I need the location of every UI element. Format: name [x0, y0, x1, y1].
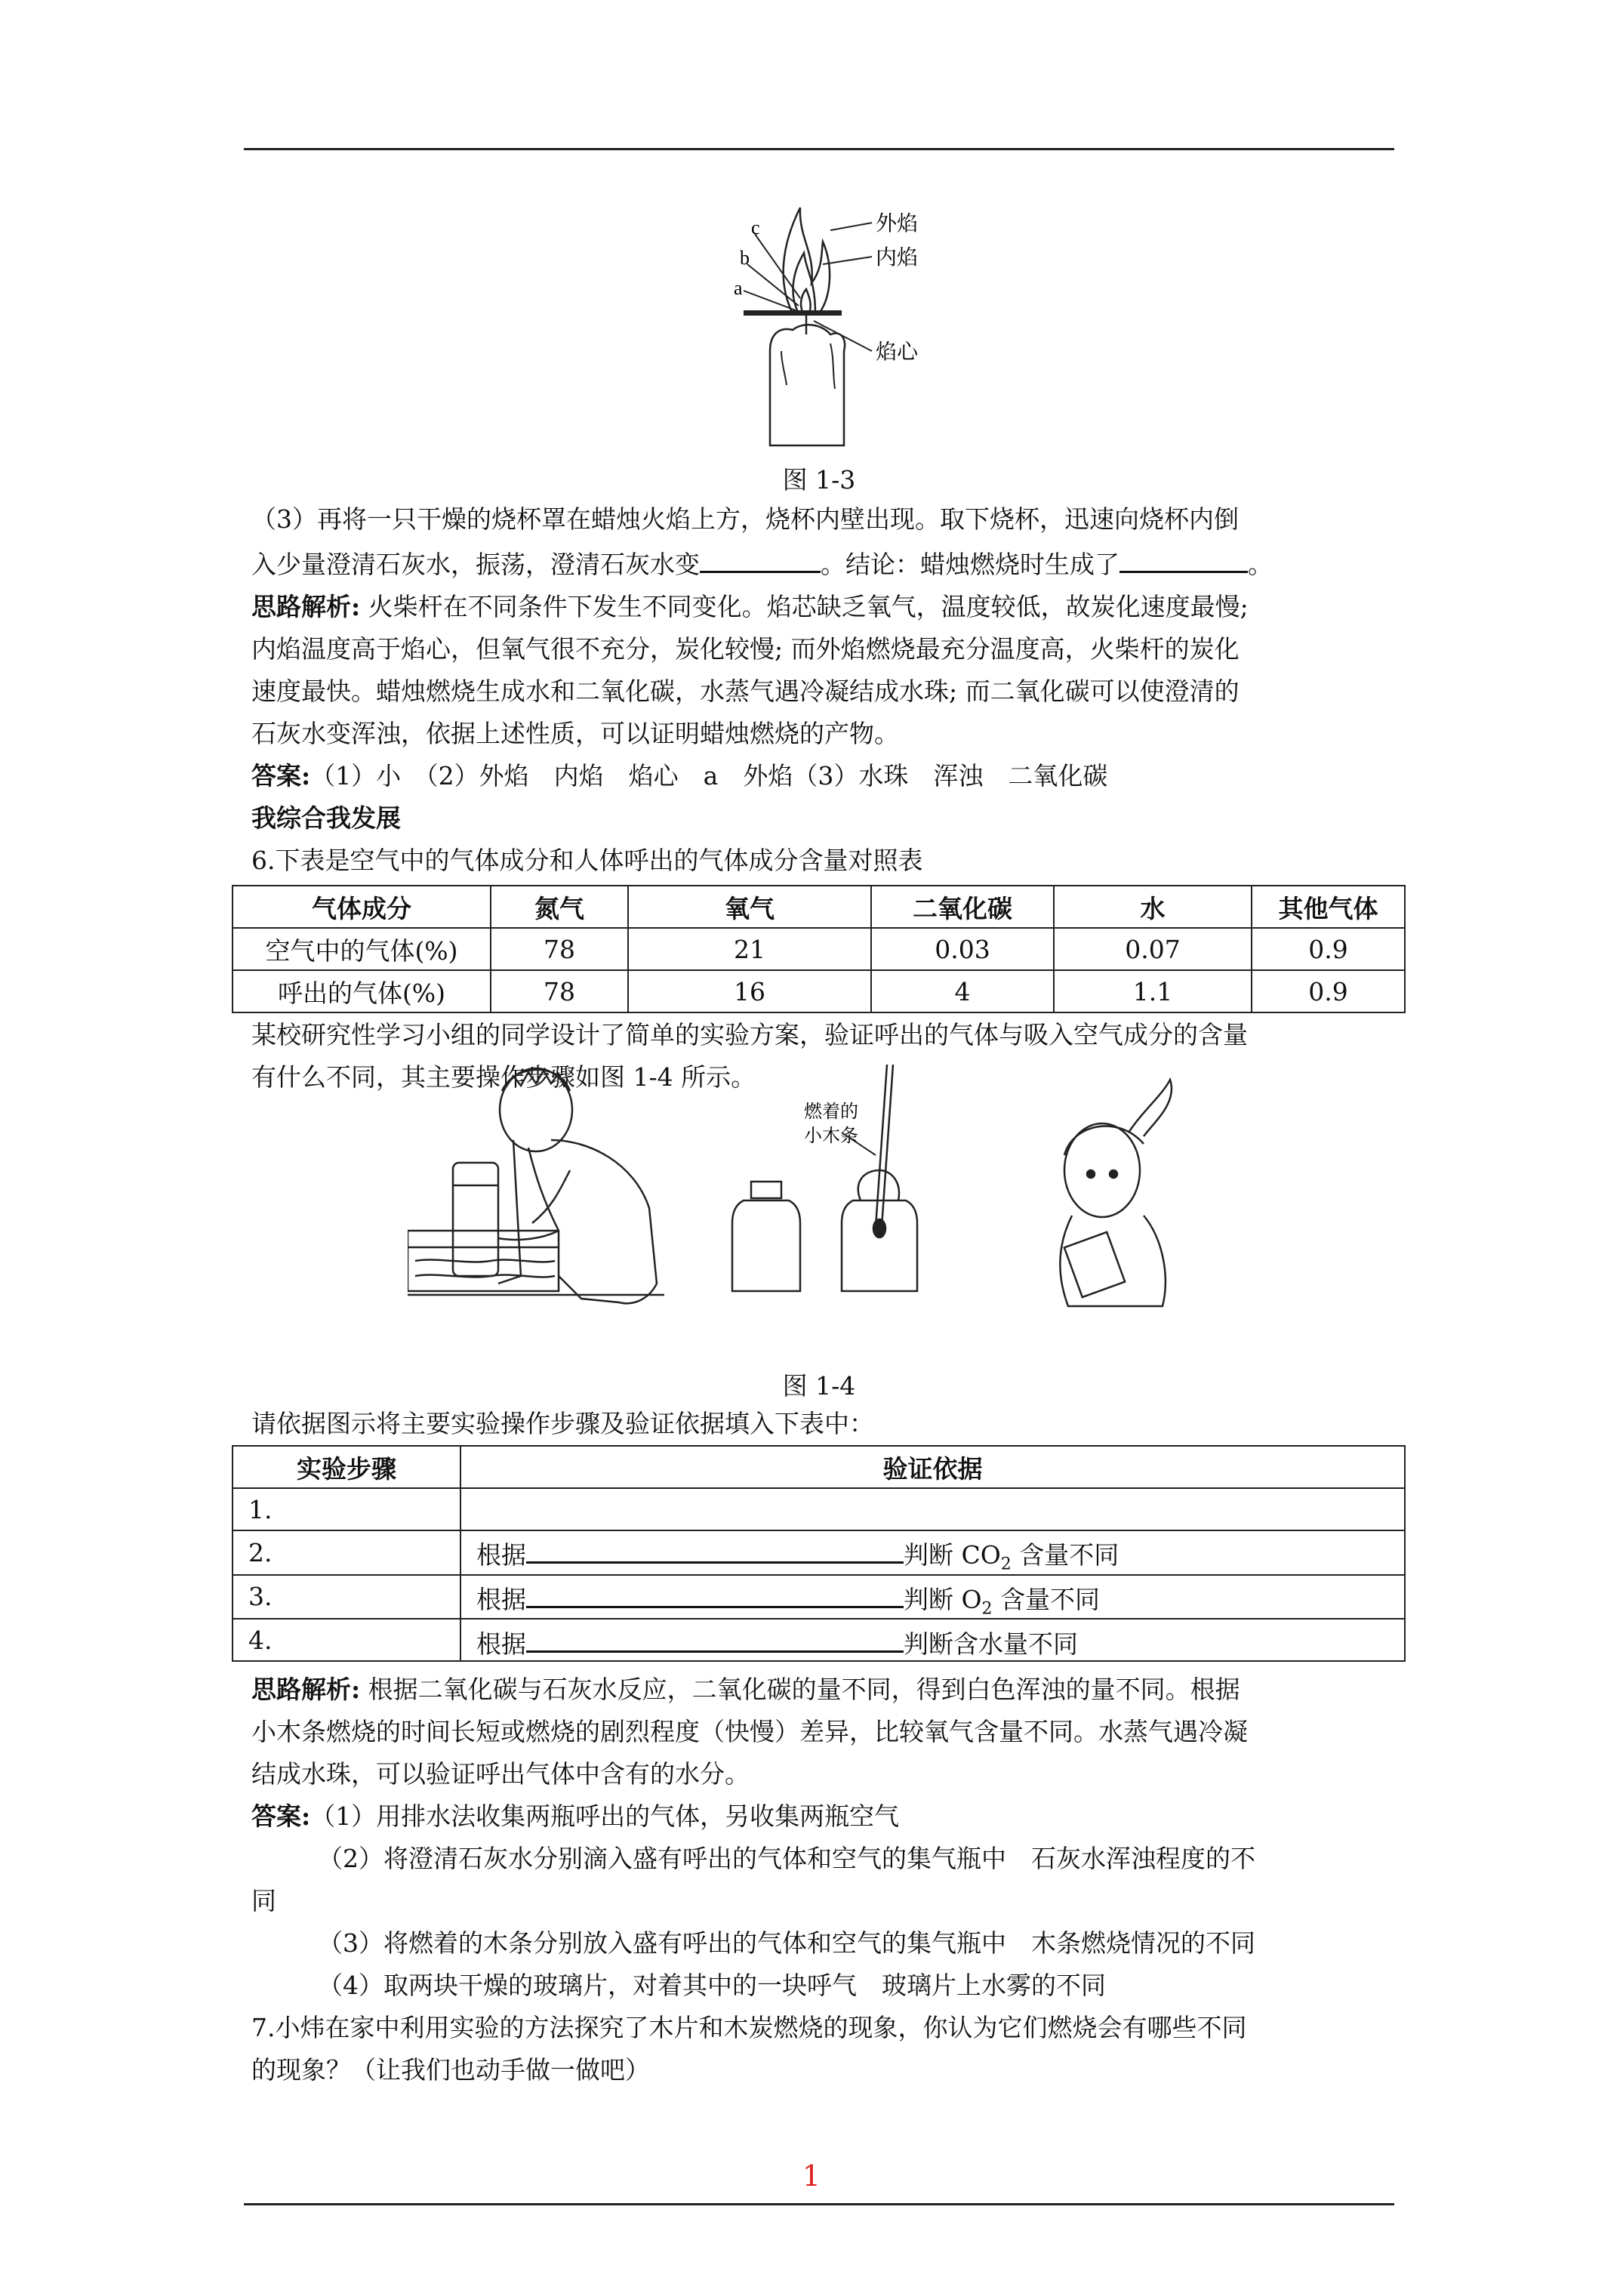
answer-cell: 根据 判断 $O_2$ 含量不同 — [460, 1575, 1405, 1620]
label-inner-flame: 内焰 — [876, 245, 919, 270]
q7-line1: 7.小炜在家中利用实验的方法探究了木片和木炭燃烧的现象，你认为它们燃烧会有哪些不同 — [251, 2013, 1247, 2042]
answer-cell: 根据 判断含水量不同 — [460, 1619, 1405, 1661]
analysis2-line1: 思路解析: 根据二氧化碳与石灰水反应，二氧化碳的量不同，得到白色浑浊的量不同。根据 — [251, 1675, 1240, 1704]
analysis1-line3: 速度最快。蜡烛燃烧生成水和二氧化碳，水蒸气遇冷凝结成水珠; 而二氧化碳可以使澄清的 — [251, 676, 1240, 706]
table-cell: 呼出的气体(%) — [233, 970, 491, 1012]
gas-composition-table — [232, 885, 1406, 1013]
lower-text-block — [251, 1669, 1394, 2091]
footer-rule — [244, 2203, 1394, 2205]
label-flame-core: 焰心 — [876, 339, 919, 364]
answer-blank[interactable] — [526, 1576, 904, 1608]
table-cell: 3. — [233, 1575, 460, 1620]
answer2-line2b: 同 — [251, 1886, 276, 1915]
fill-instruction — [251, 1403, 1394, 1445]
table-cell: 4 — [871, 970, 1054, 1012]
table-cell: 16 — [628, 970, 871, 1012]
experiment-illustration — [408, 1049, 1238, 1351]
q3-line1: （3）再将一只干燥的烧杯罩在蜡烛火焰上方，烧杯内壁出现。取下烧杯，迅速向烧杯内倒 — [251, 504, 1239, 534]
analysis2-line2: 小木条燃烧的时间长短或燃烧的剧烈程度（快慢）差异，比较氧气含量不同。水蒸气遇冷凝 — [251, 1717, 1248, 1746]
girl-illustration — [1060, 1080, 1172, 1306]
upper-text-block — [251, 498, 1394, 882]
answer2-line2: （2）将澄清石灰水分别滴入盛有呼出的气体和空气的集气瓶中 石灰水浑浊程度的不 — [318, 1844, 1255, 1873]
answer2-line3: （3）将燃着的木条分别放入盛有呼出的气体和空气的集气瓶中 木条燃烧情况的不同 — [318, 1928, 1255, 1958]
table-cell: 1.1 — [1054, 970, 1252, 1012]
fill-instruction-text: 请依据图示将主要实验操作步骤及验证依据填入下表中： — [251, 1409, 874, 1438]
gas-jar — [732, 1182, 800, 1291]
table-header-row — [233, 886, 1405, 928]
answer-blank[interactable] — [526, 1620, 904, 1653]
q7-line2: 的现象？（让我们也动手做一做吧） — [251, 2055, 650, 2085]
table-row — [233, 928, 1405, 970]
q3-line2: 入少量澄清石灰水，振荡，澄清石灰水变 。结论：蜡烛燃烧时生成了 。 — [251, 541, 1394, 586]
table-header: 氮气 — [491, 886, 628, 928]
table-cell: 1. — [233, 1488, 460, 1530]
label-burning-stick: 燃着的 — [804, 1101, 858, 1122]
table-cell: 4. — [233, 1619, 460, 1661]
label-a: a — [734, 277, 743, 299]
table-header: 水 — [1054, 886, 1252, 928]
analysis1-line2: 内焰温度高于焰心，但氧气很不充分，炭化较慢; 而外焰燃烧最充分温度高，火柴杆的炭化 — [251, 634, 1240, 664]
table-header: 气体成分 — [233, 886, 491, 928]
table-header: 实验步骤 — [233, 1446, 460, 1488]
page-number: 1 — [802, 2159, 821, 2193]
analysis1-line4: 石灰水变浑浊，依据上述性质，可以证明蜡烛燃烧的产物。 — [251, 719, 899, 748]
analysis2-line3: 结成水珠，可以验证呼出气体中含有的水分。 — [251, 1759, 750, 1789]
answer-cell: 根据 判断 $CO_2$ 含量不同 — [460, 1530, 1405, 1575]
label-c: c — [751, 217, 760, 239]
table-row — [233, 1619, 1405, 1661]
answer-blank[interactable] — [700, 541, 821, 573]
answer-blank[interactable] — [1119, 541, 1248, 573]
table-header-row — [233, 1446, 1405, 1488]
table-cell: 0.07 — [1054, 928, 1252, 970]
boy-breathing-illustration — [408, 1068, 664, 1303]
q6-after-line2: 有什么不同，其主要操作步骤如图 1-4 所示。 — [251, 1062, 756, 1092]
gas-jar-with-stick — [842, 1065, 917, 1291]
table-cell: 空气中的气体(%) — [233, 928, 491, 970]
figure-caption-1-3: 图 1-3 — [782, 465, 856, 495]
table-cell: 2. — [233, 1530, 460, 1575]
experiment-steps-table — [232, 1445, 1406, 1662]
table-row — [233, 970, 1405, 1012]
table-header: 二氧化碳 — [871, 886, 1054, 928]
table-cell: 21 — [628, 928, 871, 970]
answer1: 答案:（1）小 （2）外焰 内焰 焰心 a 外焰（3）水珠 浑浊 二氧化碳 — [251, 761, 1108, 791]
candle-flame-figure — [710, 200, 959, 457]
table-header: 验证依据 — [460, 1446, 1405, 1488]
label-b: b — [740, 247, 750, 269]
table-row — [233, 1530, 1405, 1575]
table-header: 其他气体 — [1252, 886, 1405, 928]
answer-blank[interactable] — [526, 1531, 904, 1564]
label-outer-flame: 外焰 — [876, 211, 919, 236]
analysis1-line1: 思路解析: 火柴杆在不同条件下发生不同变化。焰芯缺乏氧气，温度较低，故炭化速度最慢; — [251, 592, 1249, 621]
figure-caption-1-4: 图 1-4 — [782, 1371, 856, 1401]
table-cell: 78 — [491, 970, 628, 1012]
table-row — [233, 1575, 1405, 1620]
table-header: 氧气 — [628, 886, 871, 928]
header-rule — [244, 148, 1394, 150]
answer-cell[interactable] — [460, 1488, 1405, 1530]
table-cell: 78 — [491, 928, 628, 970]
label-burning-stick-2: 小木条 — [804, 1125, 858, 1146]
table-cell: 0.9 — [1252, 970, 1405, 1012]
answer2-line1: 答案:（1）用排水法收集两瓶呼出的气体，另收集两瓶空气 — [251, 1801, 900, 1831]
answer2-line4: （4）取两块干燥的玻璃片，对着其中的一块呼气 玻璃片上水雾的不同 — [318, 1971, 1106, 2000]
section-heading: 我综合我发展 — [251, 803, 401, 833]
q6-after-line1: 某校研究性学习小组的同学设计了简单的实验方案，验证呼出的气体与吸入空气成分的含量 — [251, 1020, 1248, 1049]
table-row — [233, 1488, 1405, 1530]
q6-intro: 6.下表是空气中的气体成分和人体呼出的气体成分含量对照表 — [251, 846, 923, 875]
table-cell: 0.9 — [1252, 928, 1405, 970]
table-cell: 0.03 — [871, 928, 1054, 970]
